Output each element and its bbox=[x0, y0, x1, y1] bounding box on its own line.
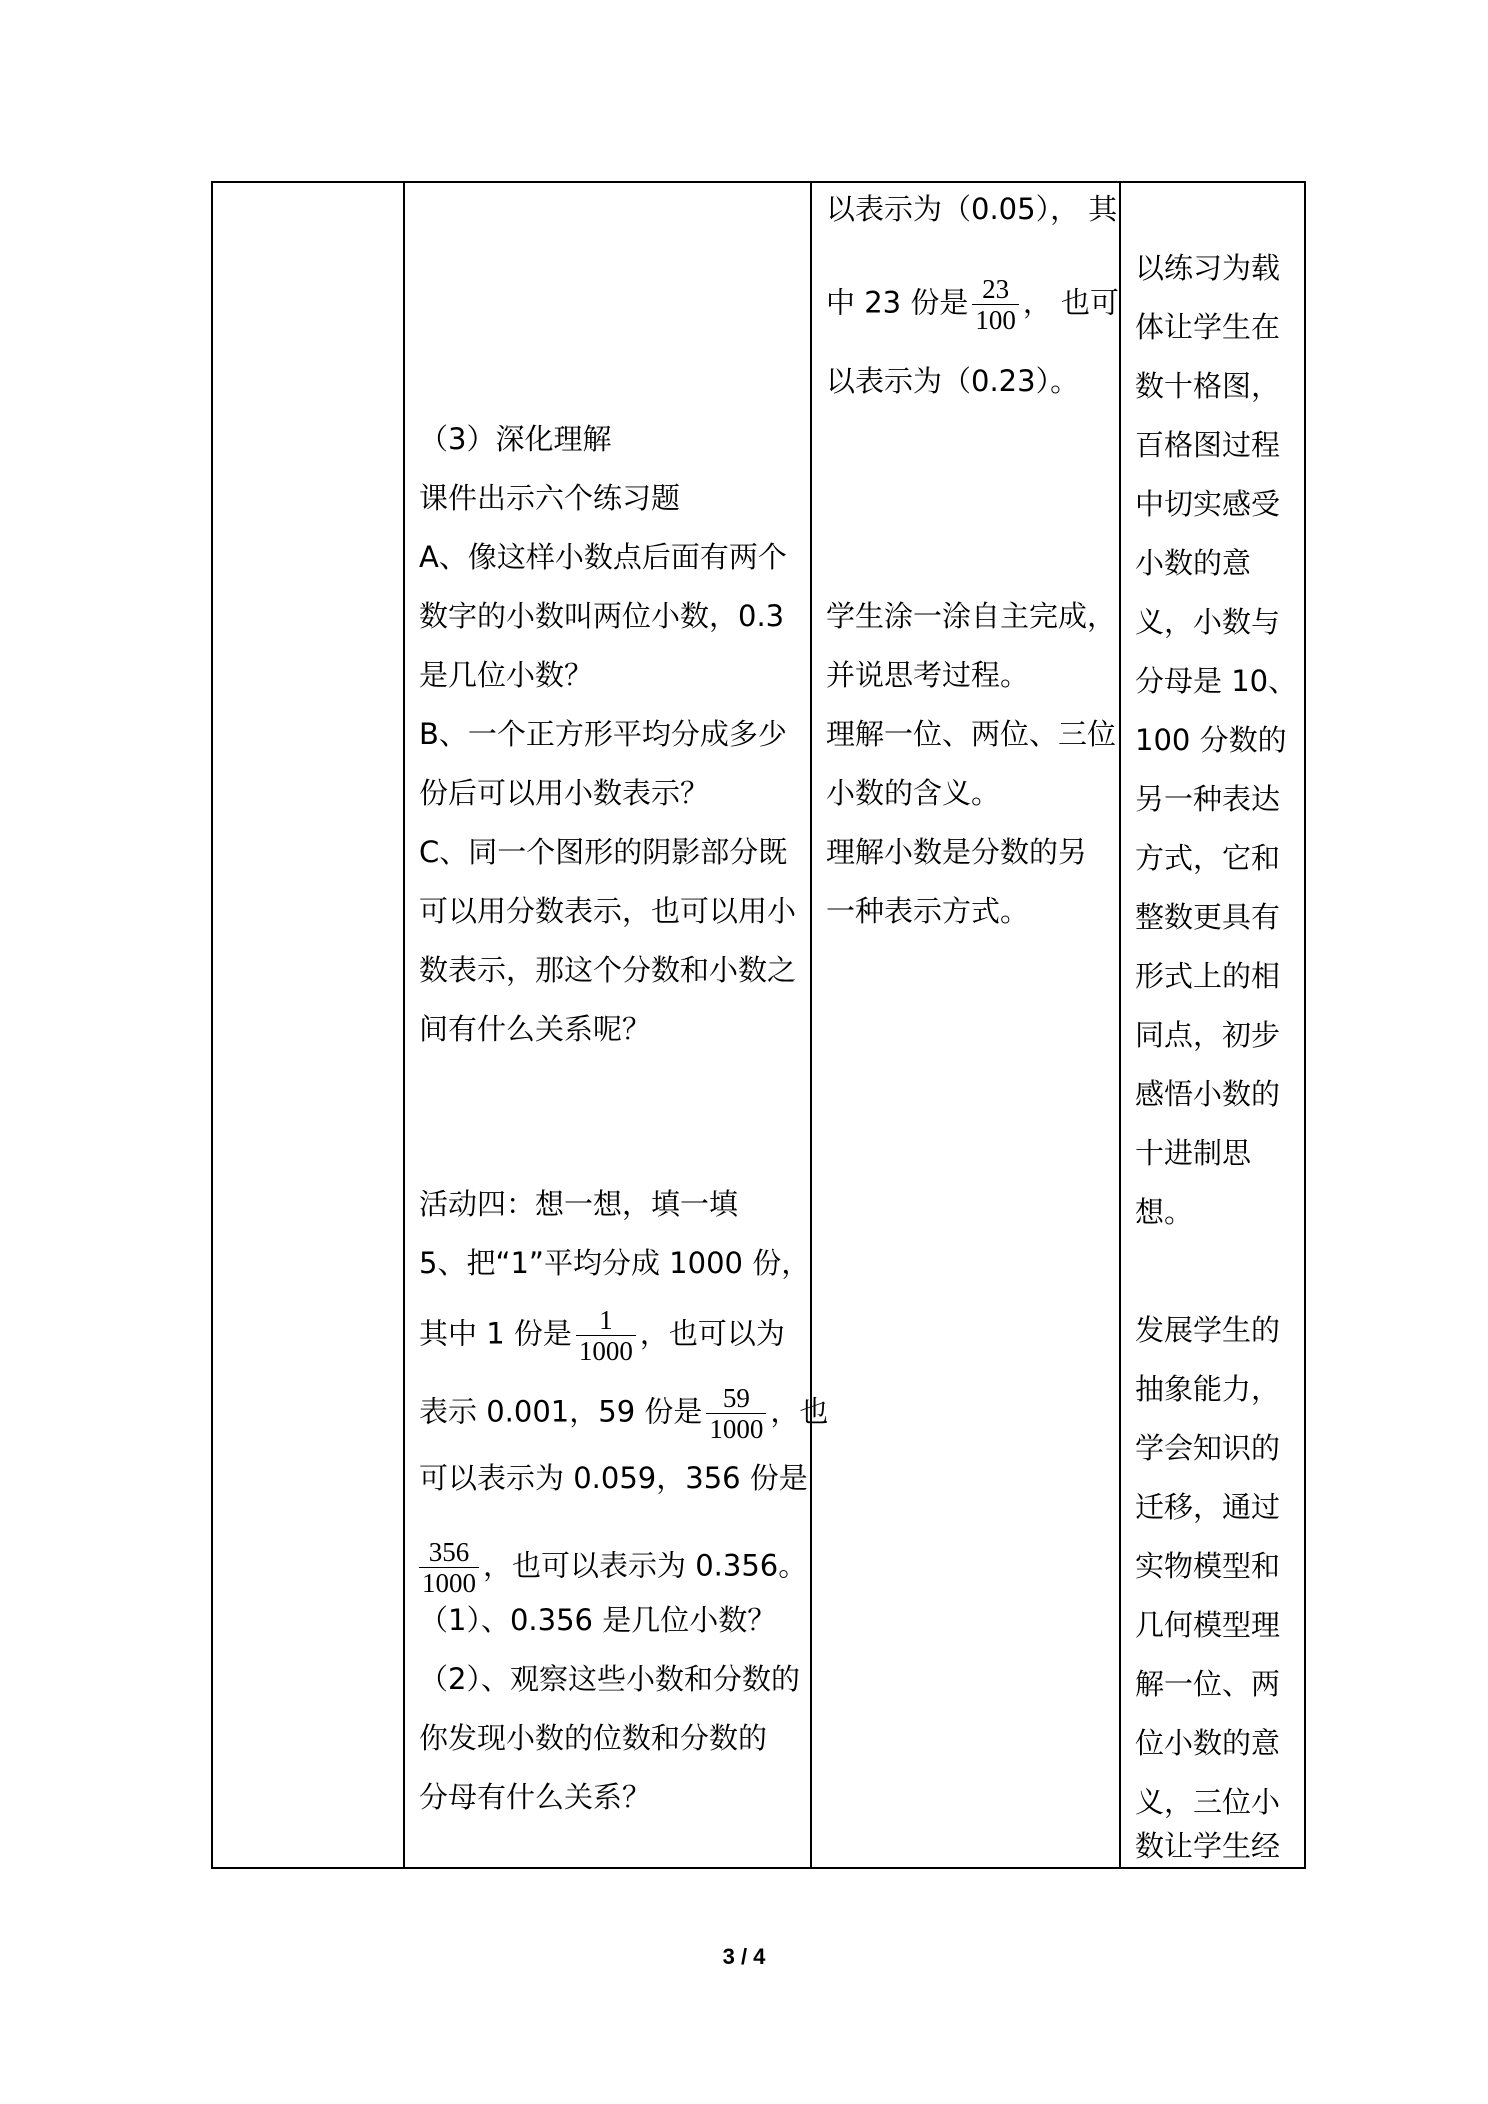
text-line: 分母有什么关系？ bbox=[419, 1780, 652, 1814]
text-line: 方式，它和 bbox=[1135, 841, 1281, 875]
text-line: 数十格图， bbox=[1135, 369, 1281, 403]
text-line: 小数的意 bbox=[1135, 546, 1252, 580]
teacher-activity-cell bbox=[419, 183, 829, 1867]
text-line: 间有什么关系呢？ bbox=[419, 1012, 652, 1046]
text-line: 以练习为载 bbox=[1135, 251, 1281, 285]
text-line: 理解一位、两位、三位 bbox=[826, 717, 1117, 751]
text-line: 百格图过程 bbox=[1135, 428, 1281, 462]
sub-question-1: （1）、0.356 是几位小数？ bbox=[419, 1603, 777, 1637]
text-fragment: ，也可以为 bbox=[639, 1316, 785, 1351]
text-line-with-fraction bbox=[419, 1383, 829, 1444]
text-line: 同点，初步 bbox=[1135, 1018, 1281, 1052]
text-line: 以表示为（0.05）， 其 bbox=[826, 192, 1118, 226]
text-line: 发展学生的 bbox=[1135, 1313, 1281, 1347]
column-divider-2 bbox=[810, 183, 812, 1867]
text-line: 是几位小数？ bbox=[419, 658, 594, 692]
text-line: 位小数的意 bbox=[1135, 1726, 1281, 1760]
text-line-with-fraction bbox=[419, 1537, 808, 1598]
column-1-cell bbox=[213, 183, 403, 1867]
text-line: 解一位、两 bbox=[1135, 1667, 1281, 1701]
text-line: 实物模型和 bbox=[1135, 1549, 1281, 1583]
text-line: 想。 bbox=[1135, 1195, 1194, 1229]
text-line: 形式上的相 bbox=[1135, 959, 1281, 993]
fraction-356-over-1000 bbox=[419, 1537, 479, 1598]
activity-four-heading: 活动四：想一想，填一填 bbox=[419, 1187, 739, 1221]
lesson-plan-table bbox=[211, 181, 1306, 1869]
text-line: 并说思考过程。 bbox=[826, 658, 1030, 692]
text-line: 义，小数与 bbox=[1135, 605, 1281, 639]
design-intent-cell bbox=[1135, 183, 1305, 1867]
column-divider-1 bbox=[403, 183, 405, 1867]
question-b-line: B、一个正方形平均分成多少 bbox=[419, 717, 787, 751]
text-line: 体让学生在 bbox=[1135, 310, 1281, 344]
text-fragment: 其中 1 份是 bbox=[419, 1316, 572, 1351]
text-line: 几何模型理 bbox=[1135, 1608, 1281, 1642]
text-line: 100 分数的 bbox=[1135, 723, 1287, 757]
fraction-1-over-1000 bbox=[576, 1305, 636, 1366]
fraction-denominator: 100 bbox=[975, 305, 1016, 335]
fraction-59-over-1000 bbox=[706, 1383, 766, 1444]
text-fragment: 中 23 份是 bbox=[826, 285, 969, 320]
text-line: 抽象能力， bbox=[1135, 1372, 1281, 1406]
text-fragment: ，也可以表示为 0.356。 bbox=[483, 1548, 808, 1583]
text-line: 整数更具有 bbox=[1135, 900, 1281, 934]
page-number: 3 / 4 bbox=[722, 1944, 766, 1969]
fraction-23-over-100 bbox=[972, 274, 1019, 335]
deepen-understanding-heading: （3）深化理解 bbox=[419, 422, 612, 456]
fraction-denominator: 1000 bbox=[422, 1568, 476, 1598]
text-line: 理解小数是分数的另 bbox=[826, 835, 1088, 869]
text-line: 5、把“1”平均分成 1000 份， bbox=[419, 1246, 811, 1280]
fraction-numerator: 23 bbox=[972, 274, 1019, 305]
text-line: 可以表示为 0.059，356 份是 bbox=[419, 1461, 808, 1495]
text-line: 中切实感受 bbox=[1135, 487, 1281, 521]
text-fragment: 表示 0.001，59 份是 bbox=[419, 1394, 703, 1429]
text-line: 另一种表达 bbox=[1135, 782, 1281, 816]
text-line: 数让学生经 bbox=[1135, 1829, 1281, 1863]
text-line: 学会知识的 bbox=[1135, 1431, 1281, 1465]
text-line: 义，三位小 bbox=[1135, 1785, 1281, 1819]
text-fragment: ， 也可 bbox=[1022, 285, 1120, 320]
text-line: 小数的含义。 bbox=[826, 776, 1001, 810]
column-divider-3 bbox=[1119, 183, 1121, 1867]
text-line: 你发现小数的位数和分数的 bbox=[419, 1721, 768, 1755]
student-activity-cell bbox=[826, 183, 1118, 1867]
text-line-with-fraction bbox=[826, 274, 1120, 335]
fraction-numerator: 356 bbox=[419, 1537, 479, 1568]
text-line: 数表示，那这个分数和小数之 bbox=[419, 953, 797, 987]
question-c-line: C、同一个图形的阴影部分既 bbox=[419, 835, 788, 869]
text-line: 数字的小数叫两位小数，0.3 bbox=[419, 599, 785, 633]
text-line: 以表示为（0.23）。 bbox=[826, 364, 1080, 398]
fraction-denominator: 1000 bbox=[709, 1414, 764, 1444]
text-fragment: ，也 bbox=[770, 1394, 829, 1429]
text-line: 学生涂一涂自主完成， bbox=[826, 599, 1117, 633]
text-line: 一种表示方式。 bbox=[826, 894, 1030, 928]
sub-question-2: （2）、观察这些小数和分数的 bbox=[419, 1662, 800, 1696]
text-line: 感悟小数的 bbox=[1135, 1077, 1281, 1111]
question-a-line: A、像这样小数点后面有两个 bbox=[419, 540, 787, 574]
text-line: 可以用分数表示，也可以用小 bbox=[419, 894, 797, 928]
fraction-denominator: 1000 bbox=[578, 1336, 633, 1366]
text-line: 十进制思 bbox=[1135, 1136, 1252, 1170]
fraction-numerator: 59 bbox=[706, 1383, 766, 1414]
text-line: 课件出示六个练习题 bbox=[419, 481, 681, 515]
text-line: 分母是 10、 bbox=[1135, 664, 1298, 698]
fraction-numerator: 1 bbox=[576, 1305, 636, 1336]
text-line: 份后可以用小数表示？ bbox=[419, 776, 710, 810]
text-line-with-fraction bbox=[419, 1305, 785, 1366]
text-line: 迁移，通过 bbox=[1135, 1490, 1281, 1524]
